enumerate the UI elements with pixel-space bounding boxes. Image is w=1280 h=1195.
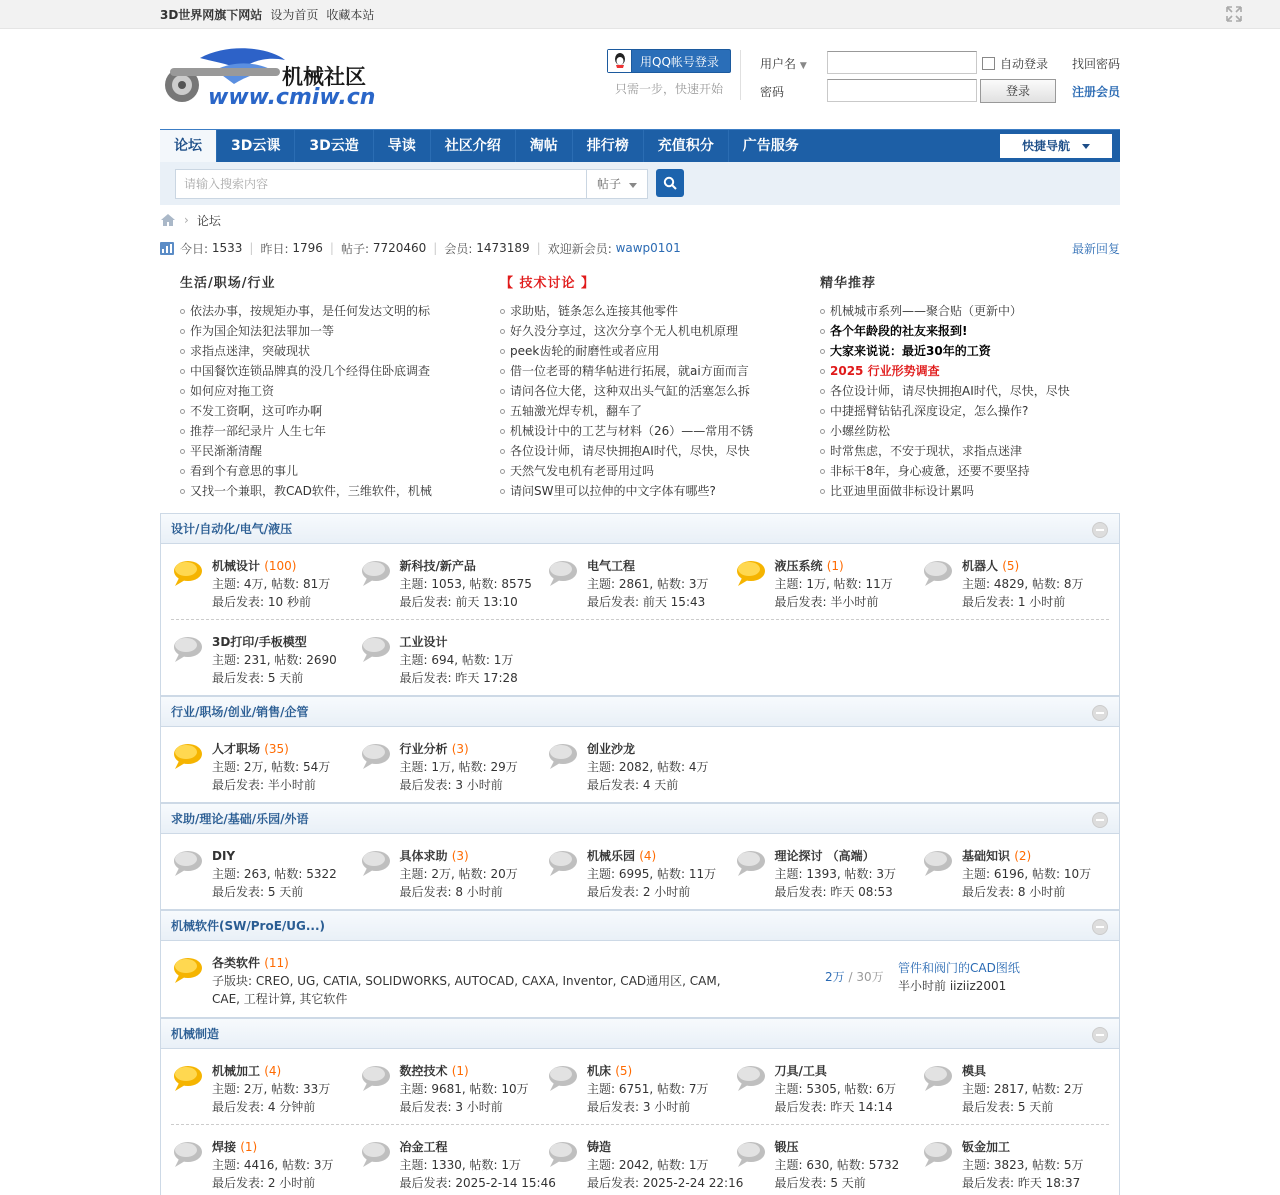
category-header[interactable] [161,910,1119,941]
forum-row [161,941,1119,1017]
today-count: 1533 [211,241,243,255]
forum-icon[interactable] [734,1140,766,1168]
forum-icon[interactable] [546,849,578,877]
forum-item [734,834,922,909]
nav-ads[interactable]: 广告服务 [742,138,799,154]
forum-item [546,834,734,909]
recommend-item[interactable]: 比亚迪里面做非标设计累吗 [820,481,1120,501]
forum-name[interactable]: 人才职场 (35) [212,742,289,756]
forum-name[interactable]: 新科技/新产品 [399,559,476,573]
caret-down-icon [1082,144,1090,149]
forum-item [171,834,359,909]
bookmark-link[interactable]: 收藏本站 [326,7,375,22]
member-count: 1473189 [476,241,530,255]
category-title[interactable]: 设计/自动化/电气/液压 [171,522,293,536]
forum-item [921,1049,1109,1124]
forum-stats: 主题: 9681, 帖数: 10万 [399,1082,529,1096]
forum-icon[interactable] [546,559,578,587]
category-block [160,513,1120,696]
forum-item [921,1125,1109,1195]
forum-last-post[interactable]: 最后发表: 前天 15:43 [587,595,706,609]
login-button[interactable]: 登录 [980,79,1056,103]
recommend-item[interactable]: 求指点迷津，突破现状 [180,341,480,361]
forum-item [359,1125,556,1195]
new-member-link[interactable]: wawp0101 [615,241,681,255]
forum-last-post[interactable]: 最后发表: 昨天 18:37 [962,1176,1081,1190]
new-post-count: (11) [264,956,289,970]
find-password-link[interactable]: 找回密码 [1072,57,1121,71]
recommend-item[interactable]: 大家来说说：最近30年的工资 [820,341,1120,361]
nav-about[interactable]: 社区介绍 [431,130,516,162]
forum-icon[interactable] [359,742,391,770]
forum-icon[interactable] [546,1064,578,1092]
forum-stats: 主题: 6995, 帖数: 11万 [587,867,717,881]
forum-item [546,727,734,802]
recommend-item[interactable]: 如何应对拖工资 [180,381,480,401]
recommend-item[interactable]: 机械设计中的工艺与材料（26）——常用不锈 [500,421,800,441]
forum-stats: 主题: 630, 帖数: 5732 [774,1158,900,1172]
forum-last-post[interactable]: 最后发表: 3 小时前 [587,1100,691,1114]
forum-name[interactable]: 行业分析 (3) [399,742,469,756]
forum-icon[interactable] [734,1064,766,1092]
forum-last-post[interactable]: 最后发表: 3 小时前 [399,778,503,792]
forum-stats: 主题: 231, 帖数: 2690 [212,653,337,667]
forum-icon[interactable] [171,849,203,877]
new-post-count: (5) [1002,559,1020,573]
recommend-item[interactable]: peek齿轮的耐磨性或者应用 [500,341,800,361]
forum-new-icon[interactable] [171,1064,203,1092]
forum-stats: 主题: 4万, 帖数: 81万 [212,577,331,591]
forum-name[interactable]: 机械设计 (100) [212,559,297,573]
recommend-item[interactable]: 推荐一部纪录片 人生七年 [180,421,480,441]
forum-name[interactable]: 工业设计 [399,635,448,649]
recommend-item[interactable]: 请问SW里可以拉伸的中文字体有哪些? [500,481,800,501]
collapse-icon[interactable] [1092,919,1108,935]
new-post-count: (35) [264,742,289,756]
forum-stats: 主题: 6196, 帖数: 10万 [962,867,1092,881]
forum-stats: 主题: 6751, 帖数: 7万 [587,1082,709,1096]
nav-collections[interactable]: 淘帖 [516,130,573,162]
forum-name[interactable]: 机械乐园 (4) [587,849,657,863]
forum-last-post[interactable]: 最后发表: 2025-2-14 15:46 [399,1176,556,1190]
nav-3d-build[interactable]: 3D云造 [295,130,373,162]
forum-name[interactable]: 机床 (5) [587,1064,633,1078]
forum-item [171,1049,359,1124]
forum-stats: 主题: 2万, 帖数: 54万 [212,760,331,774]
forum-item [921,544,1109,619]
recommend-item[interactable]: 机械城市系列——聚合贴（更新中） [820,301,1120,321]
forum-icon[interactable] [359,559,391,587]
forum-grid [161,544,1119,695]
forum-last-post[interactable]: 最后发表: 昨天 08:53 [774,885,893,899]
forum-item [734,1049,922,1124]
quick-nav-button[interactable]: 快捷导航 [1000,134,1112,158]
nav-guide[interactable]: 导读 [374,130,431,162]
recommend-item[interactable]: 请问各位大佬，这种双出头气缸的活塞怎么拆 [500,381,800,401]
qq-tip: 只需一步，快速开始 [615,82,724,96]
yesterday-count: 1796 [292,241,323,255]
new-post-count: (3) [451,849,469,863]
forum-last-post[interactable]: 最后发表: 半小时前 [774,595,879,609]
forum-last-post[interactable]: 最后发表: 昨天 14:14 [774,1100,893,1114]
forum-item [171,727,359,802]
recommend-item[interactable]: 平民渐渐清醒 [180,441,480,461]
set-home-link[interactable]: 设为首页 [270,7,319,22]
forum-name[interactable]: 焊接 (1) [212,1140,258,1154]
forum-stats: 主题: 4416, 帖数: 3万 [212,1158,334,1172]
top-bar [0,0,1280,29]
forum-icon[interactable] [546,742,578,770]
forum-stats: 主题: 1393, 帖数: 3万 [774,867,897,881]
expand-icon[interactable] [1226,6,1242,22]
forum-stats: 主题: 5305, 帖数: 6万 [774,1082,897,1096]
recommend-item[interactable]: 依法办事，按规矩办事，是任何发达文明的标 [180,301,480,321]
forum-icon[interactable] [171,1140,203,1168]
recommend-item[interactable]: 天然气发电机有老哥用过吗 [500,461,800,481]
new-post-count: (3) [451,742,469,756]
forum-stats: 主题: 2082, 帖数: 4万 [587,760,709,774]
forum-stats: 主题: 694, 帖数: 1万 [399,653,514,667]
forum-name[interactable]: 数控技术 (1) [399,1064,469,1078]
forum-name[interactable]: 机械加工 (4) [212,1064,282,1078]
forum-last-post[interactable]: 最后发表: 5 天前 [962,1100,1054,1114]
forum-item [171,1125,359,1195]
forum-item [171,620,359,695]
latest-reply-link[interactable]: 最新回复 [1071,241,1120,256]
forum-last-post[interactable]: 最后发表: 5 天前 [212,671,304,685]
forum-grid [161,1049,1119,1195]
recommend-column [160,275,480,513]
last-post [898,959,1020,995]
recommend-item[interactable]: 五轴激光焊专机，翻车了 [500,401,800,421]
divider [740,50,741,100]
qq-login-button[interactable] [607,49,731,73]
forum-icon[interactable] [921,1064,953,1092]
forum-stats: 今日: 1533 | 昨日: 1796 | 帖子: 7720460 | 会员: 1473189 | 欢迎新会员: wawp0101 最新回复 [160,235,1120,261]
category-block [160,1018,1120,1195]
main-nav [160,129,1120,162]
forum-icon[interactable] [359,849,391,877]
collapse-icon[interactable] [1092,812,1108,828]
forum-stats: 主题: 3823, 帖数: 5万 [962,1158,1084,1172]
recommend-title[interactable]: 生活/职场/行业 [180,276,276,291]
password-input[interactable] [827,79,977,102]
new-post-count: (4) [639,849,657,863]
breadcrumb-current[interactable]: 论坛 [196,213,221,228]
nav-forum[interactable]: 论坛 [160,130,217,162]
forum-new-icon[interactable] [171,956,203,984]
forum-stats: 主题: 1053, 帖数: 8575 [399,577,532,591]
nav-recharge[interactable]: 充值积分 [644,130,729,162]
forum-last-post[interactable]: 最后发表: 2 小时前 [587,885,691,899]
forum-name[interactable]: 冶金工程 [399,1140,448,1154]
forum-stats: 主题: 2817, 帖数: 2万 [962,1082,1084,1096]
recommend-title[interactable]: 精华推荐 [820,276,877,291]
forum-last-post[interactable]: 最后发表: 8 小时前 [962,885,1066,899]
new-post-count: (1) [451,1064,469,1078]
forum-last-post[interactable]: 最后发表: 5 天前 [212,885,304,899]
new-post-count: (1) [240,1140,258,1154]
recommend-item[interactable]: 好久没分享过，这次分享个无人机电机原理 [500,321,800,341]
forum-item [734,1125,922,1195]
recommend-item[interactable]: 中国餐饮连锁品牌真的没几个经得住卧底调查 [180,361,480,381]
category-title[interactable]: 机械软件(SW/ProE/UG...) [171,919,326,933]
password-label: 密码 [760,85,785,99]
forum-last-post[interactable]: 最后发表: 1 小时前 [962,595,1066,609]
forum-stats: 主题: 263, 帖数: 5322 [212,867,337,881]
new-post-count: (4) [264,1064,282,1078]
forum-name[interactable]: 钣金加工 [962,1140,1011,1154]
recommend-item[interactable]: 借一位老哥的精华帖进行拓展，就ai方面而言 [500,361,800,381]
forum-grid [161,834,1119,909]
collapse-icon[interactable] [1092,1027,1108,1043]
forum-item [546,544,734,619]
recommend-item[interactable]: 时常焦虑，不安于现状，求指点迷津 [820,441,1120,461]
recommend-column [480,275,800,513]
category-block [160,803,1120,910]
recommend-item[interactable]: 中捷摇臂钻钻孔深度设定，怎么操作? [820,401,1120,421]
forum-item [171,544,359,619]
recommend-item[interactable]: 看到个有意思的事儿 [180,461,480,481]
category-header[interactable] [161,513,1119,544]
register-link[interactable]: 注册会员 [1072,85,1121,99]
forum-last-post[interactable]: 最后发表: 10 秒前 [212,595,311,609]
forum-name[interactable]: 模具 [962,1064,987,1078]
forum-stats: 主题: 2861, 帖数: 3万 [587,577,709,591]
forum-last-post[interactable]: 最后发表: 2025-2-24 22:16 [587,1176,744,1190]
forum-item [546,1125,744,1195]
category-block [160,910,1120,1018]
forum-name[interactable]: 各类软件 (11) [212,956,289,970]
recommend-item[interactable]: 不发工资啊，这可咋办啊 [180,401,480,421]
collapse-icon[interactable] [1092,522,1108,538]
breadcrumb [160,205,1120,235]
forum-last-post[interactable]: 最后发表: 昨天 17:28 [399,671,518,685]
recommend-title[interactable]: 【 技术讨论 】 [500,276,596,291]
forum-item [734,544,922,619]
username-label[interactable]: 用户名 ▼ [760,57,807,71]
recommend-item[interactable]: 小螺丝防松 [820,421,1120,441]
forum-icon[interactable] [921,559,953,587]
forum-icon[interactable] [359,1140,391,1168]
subforum-list[interactable]: 子版块: CREO, UG, CATIA, SOLIDWORKS, AUTOCAD, CAXA, Inventor, CAD通用区, CAM, CAE, 工程计算, 其它软件 [212,974,721,1006]
forum-icon[interactable] [921,1140,953,1168]
forum-name[interactable]: 刀具/工具 [774,1064,827,1078]
category-title[interactable]: 行业/职场/创业/销售/企管 [171,705,309,719]
forum-stats: 主题: 2万, 帖数: 33万 [212,1082,331,1096]
forum-stats: 主题: 4829, 帖数: 8万 [962,577,1084,591]
forum-new-icon[interactable] [734,559,766,587]
home-icon[interactable] [160,213,176,227]
recommend-item[interactable]: 各位设计师，请尽快拥抱AI时代，尽快，尽快 [500,441,800,461]
forum-name[interactable]: 电气工程 [587,559,636,573]
search-input[interactable]: 请输入搜索内容 [175,169,587,199]
forum-name[interactable]: 机器人 (5) [962,559,1020,573]
forum-last-post[interactable]: 最后发表: 8 小时前 [399,885,503,899]
forum-item [359,834,547,909]
forum-last-post[interactable]: 最后发表: 4 分钟前 [212,1100,316,1114]
post-count: 7720460 [372,241,427,255]
forum-icon[interactable] [734,849,766,877]
search-type-select[interactable]: 帖子 [587,169,648,199]
forum-item [546,1049,734,1124]
recommend-item[interactable]: 非标干8年，身心疲惫，还要不要坚持 [820,461,1120,481]
forum-last-post[interactable]: 最后发表: 半小时前 [212,778,316,792]
site-logo[interactable] [160,40,402,108]
recommend-item[interactable]: 求助贴，链条怎么连接其他零件 [500,301,800,321]
forum-name[interactable]: 具体求助 (3) [399,849,469,863]
forum-name[interactable]: 锻压 [774,1140,799,1154]
search-bar [160,162,1120,205]
category-header[interactable] [161,803,1119,834]
forum-icon[interactable] [359,1064,391,1092]
brand-text: 3D世界网旗下网站 [160,7,263,22]
nav-ranking[interactable]: 排行榜 [573,130,644,162]
logo-title: 机械社区 [282,65,366,89]
collapse-icon[interactable] [1092,705,1108,721]
recommend-column [800,275,1120,513]
forum-new-icon[interactable] [171,742,203,770]
forum-item [171,941,731,1017]
new-post-count: (2) [1014,849,1032,863]
forum-last-post[interactable]: 最后发表: 4 天前 [587,778,679,792]
header [160,29,1120,129]
select-caret-icon [629,183,637,188]
auto-login-checkbox[interactable] [982,57,995,70]
recommend-item[interactable]: 各位设计师，请尽快拥抱AI时代，尽快，尽快 [820,381,1120,401]
new-post-count: (1) [826,559,844,573]
category-list [160,513,1120,1195]
last-post-info[interactable]: 半小时前 iiziiz2001 [898,979,1007,993]
forum-icon[interactable] [921,849,953,877]
category-header[interactable] [161,1018,1119,1049]
forum-name[interactable]: 理论探讨 （高端） [774,849,875,863]
forum-stats: 主题: 1330, 帖数: 1万 [399,1158,522,1172]
forum-stats: 主题: 1万, 帖数: 29万 [399,760,518,774]
new-post-count: (100) [264,559,297,573]
nav-3d-course[interactable]: 3D云课 [217,130,295,162]
forum-name[interactable]: 基础知识 (2) [962,849,1032,863]
thread-post-count: 2万 / 30万 [825,970,884,984]
logo-url: www.cmiw.cn [208,85,376,108]
forum-icon[interactable] [359,635,391,663]
forum-icon[interactable] [546,1140,578,1168]
forum-name[interactable]: 3D打印/手板模型 [212,635,307,649]
auto-login-label: 自动登录 [1000,57,1049,71]
forum-last-post[interactable]: 最后发表: 前天 13:10 [399,595,518,609]
forum-name[interactable]: DIY [212,849,236,863]
forum-new-icon[interactable] [171,559,203,587]
username-input[interactable] [827,51,977,74]
forum-item [921,834,1109,909]
breadcrumb-separator: › [184,213,189,227]
forum-name[interactable]: 液压系统 (1) [774,559,844,573]
category-title[interactable]: 机械制造 [171,1027,220,1041]
forum-last-post[interactable]: 最后发表: 5 天前 [774,1176,866,1190]
forum-stats: 主题: 2042, 帖数: 1万 [587,1158,709,1172]
forum-stats: 主题: 2万, 帖数: 20万 [399,867,518,881]
category-block [160,696,1120,803]
forum-item [359,620,547,695]
qq-icon [608,50,632,72]
new-post-count: (5) [615,1064,633,1078]
forum-name[interactable]: 铸造 [587,1140,612,1154]
last-post-title[interactable]: 管件和阀门的CAD图纸 [898,961,1020,975]
category-header[interactable] [161,696,1119,727]
recommend-item[interactable]: 2025 行业形势调查 [820,361,1120,381]
recommend-section [160,261,1120,513]
forum-icon[interactable] [171,635,203,663]
forum-last-post[interactable]: 最后发表: 2 小时前 [212,1176,316,1190]
qq-login-label: 用QQ帐号登录 [640,54,719,69]
forum-item [359,1049,547,1124]
category-title[interactable]: 求助/理论/基础/乐园/外语 [171,812,309,826]
recommend-item[interactable]: 作为国企知法犯法罪加一等 [180,321,480,341]
forum-grid [161,727,1119,802]
search-button[interactable] [656,169,684,197]
forum-stats: 主题: 1万, 帖数: 11万 [774,577,893,591]
forum-last-post[interactable]: 最后发表: 3 小时前 [399,1100,503,1114]
recommend-item[interactable]: 又找一个兼职，教CAD软件，三维软件，机械 [180,481,480,501]
forum-name[interactable]: 创业沙龙 [587,742,636,756]
forum-item [359,544,547,619]
search-icon [663,176,677,190]
forum-item [359,727,547,802]
recommend-item[interactable]: 各个年龄段的社友来报到! [820,321,1120,341]
chart-icon [160,242,174,255]
